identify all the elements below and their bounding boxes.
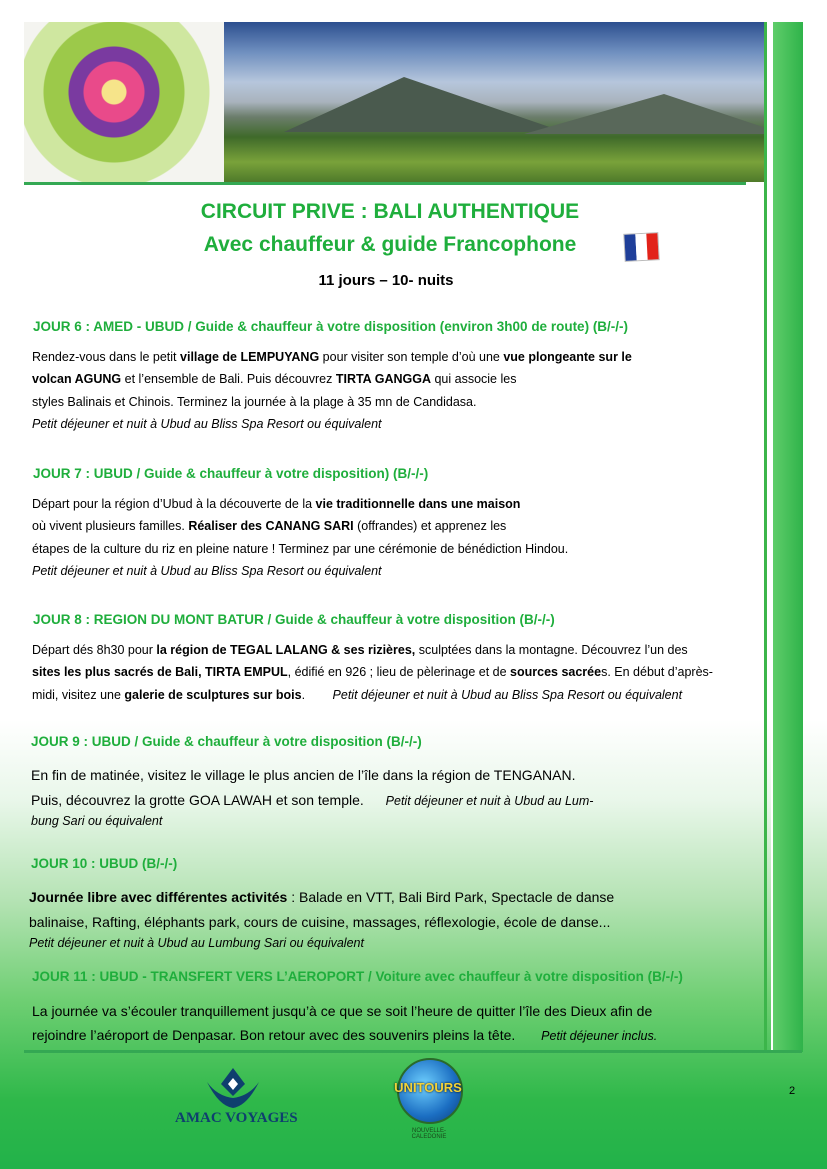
day-8-line1: Départ dés 8h30 pour la région de TEGAL LALANG & ses rizières, sculptées dans la montagne. Découvrez l’un des <box>32 643 688 657</box>
day-9-line2: Puis, découvrez la grotte GOA LAWAH et son temple. Petit déjeuner et nuit à Ubud au Lum- <box>31 792 594 808</box>
day-6-line3: styles Balinais et Chinois. Terminez la journée à la plage à 35 mn de Candidasa. <box>32 395 477 409</box>
day-10-line1: Journée libre avec différentes activités : Balade en VTT, Bali Bird Park, Spectacle de danse <box>29 889 615 905</box>
day-9-accommodation: bung Sari ou équivalent <box>31 814 163 828</box>
right-decorative-bars <box>764 22 802 1052</box>
day-6-line1: Rendez-vous dans le petit village de LEMPUYANG pour visiter son temple d’où une vue plongeante sur le <box>32 350 632 364</box>
page-number: 2 <box>789 1085 796 1097</box>
day-8-heading: JOUR 8 : REGION DU MONT BATUR / Guide & chauffeur à votre disposition (B/-/-) <box>33 612 555 627</box>
unitours-sublabel: NOUVELLE-CALEDONIE <box>411 1128 447 1140</box>
day-7-heading: JOUR 7 : UBUD / Guide & chauffeur à votre disposition) (B/-/-) <box>33 466 429 481</box>
page-title: CIRCUIT PRIVE : BALI AUTHENTIQUE <box>200 200 580 223</box>
french-flag-icon <box>623 232 659 262</box>
header-banner-image <box>24 22 764 182</box>
day-10-heading: JOUR 10 : UBUD (B/-/-) <box>31 856 178 871</box>
page-title-line2: Avec chauffeur & guide Francophone <box>203 233 577 256</box>
day-7-line3: étapes de la culture du riz en pleine nature ! Terminez par une cérémonie de bénédiction Hindou. <box>32 542 569 556</box>
day-9-heading: JOUR 9 : UBUD / Guide & chauffeur à votre disposition (B/-/-) <box>31 734 422 749</box>
volcano-landscape-image <box>224 22 764 182</box>
day-7-line1: Départ pour la région d’Ubud à la découverte de la vie traditionnelle dans une maison <box>32 497 521 511</box>
day-9-line1: En fin de matinée, visitez le village le plus ancien de l’île dans la région de TENGANAN. <box>31 767 576 783</box>
day-8-line2: sites les plus sacrés de Bali, TIRTA EMPUL, édifié en 926 ; lieu de pèlerinage et de sources sacrées. En début d’après- <box>32 665 713 679</box>
amac-lotus-icon <box>205 1066 261 1112</box>
day-6-accommodation: Petit déjeuner et nuit à Ubud au Bliss Spa Resort ou équivalent <box>32 417 382 431</box>
header-divider <box>24 182 746 185</box>
unitours-label: UNITOURS <box>394 1080 462 1095</box>
trip-duration: 11 jours – 10- nuits <box>318 272 454 289</box>
day-10-accommodation: Petit déjeuner et nuit à Ubud au Lumbung Sari ou équivalent <box>29 936 364 950</box>
day-7-line2: où vivent plusieurs familles. Réaliser des CANANG SARI (offrandes) et apprenez les <box>32 519 507 533</box>
day-8-line3: midi, visitez une galerie de sculptures sur bois. Petit déjeuner et nuit à Ubud au Bliss Spa Resort ou équivalent <box>32 688 683 702</box>
footer-divider <box>24 1050 802 1053</box>
flower-offering-image <box>24 22 224 182</box>
amac-voyages-label: AMAC VOYAGES <box>175 1110 298 1126</box>
day-11-heading: JOUR 11 : UBUD - TRANSFERT VERS L’AEROPORT / Voiture avec chauffeur à votre disposition (B/-/-) <box>32 969 683 984</box>
unitours-logo <box>393 1058 465 1138</box>
amac-voyages-logo <box>175 1062 315 1132</box>
day-7-accommodation: Petit déjeuner et nuit à Ubud au Bliss Spa Resort ou équivalent <box>32 564 382 578</box>
day-6-line2: volcan AGUNG et l’ensemble de Bali. Puis découvrez TIRTA GANGGA qui associe les <box>32 372 517 386</box>
day-6-heading: JOUR 6 : AMED - UBUD / Guide & chauffeur à votre disposition (environ 3h00 de route) (B/-/-) <box>33 319 629 334</box>
day-11-line2: rejoindre l’aéroport de Denpasar. Bon retour avec des souvenirs pleins la tête. Petit déjeuner inclus. <box>32 1027 658 1043</box>
day-10-line2: balinaise, Rafting, éléphants park, cours de cuisine, massages, réflexologie, école de danse... <box>29 914 611 930</box>
day-11-line1: La journée va s’écouler tranquillement jusqu’à ce que se soit l’heure de quitter l’île des Dieux afin de <box>32 1003 653 1019</box>
